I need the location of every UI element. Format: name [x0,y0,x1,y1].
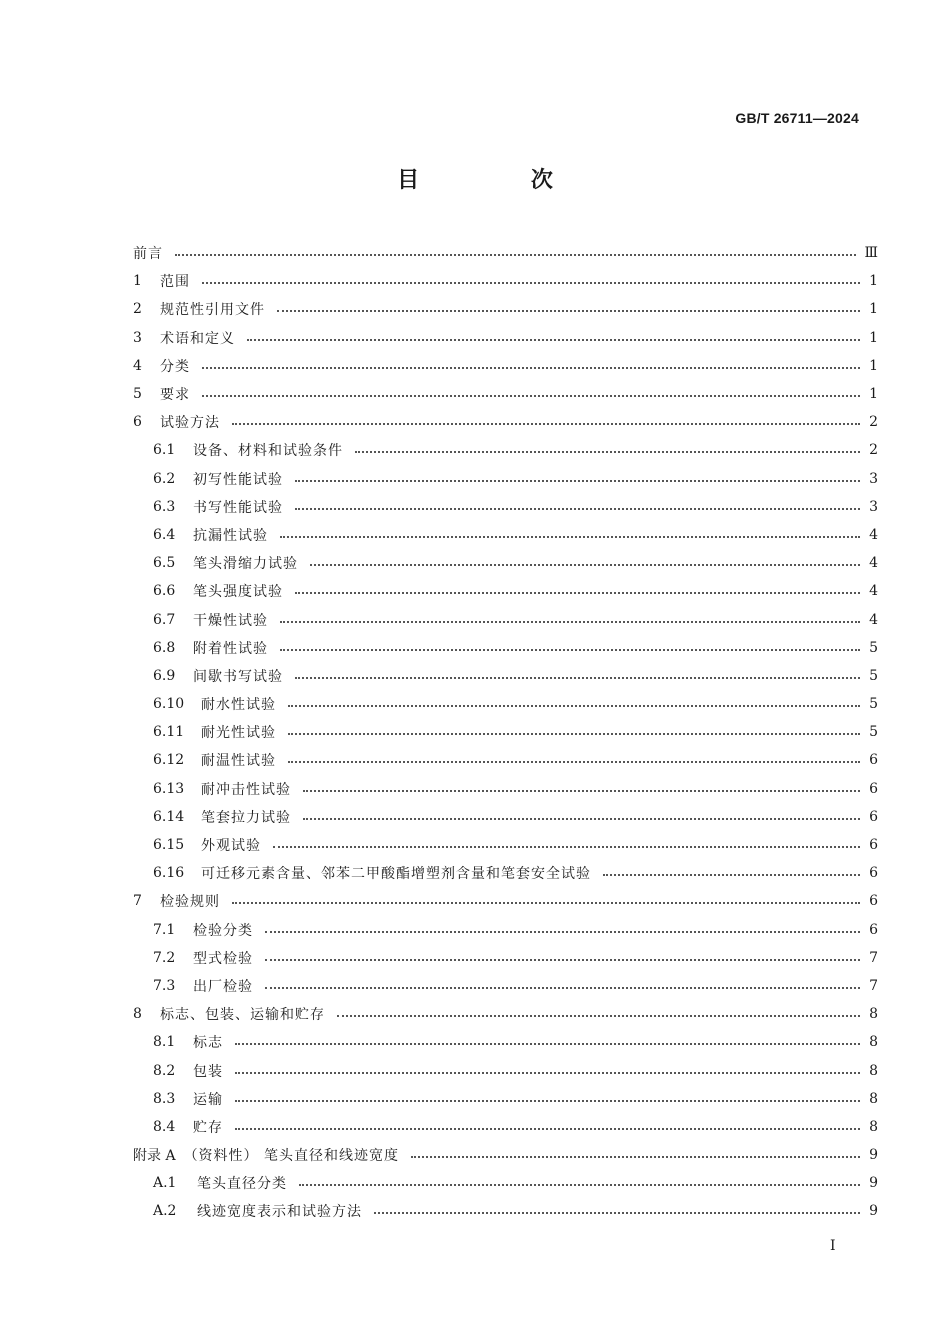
toc-entry-page: 2 [869,414,878,431]
toc-entry-page: 6 [869,752,878,769]
toc-entry-title: 范围 [160,274,190,291]
toc-entry-page: 5 [869,696,878,713]
toc-entry-6-3[interactable] [133,493,878,521]
toc-entry-6-15[interactable] [133,831,878,859]
toc-leader-dots [277,310,860,312]
toc-entry-number: 6.16 [153,865,185,882]
toc-entry-page: 7 [869,977,878,994]
toc-entry-7-1[interactable] [133,916,878,944]
toc-entry-number: 6.3 [153,498,176,515]
toc-entry-2[interactable] [133,295,878,323]
toc-entry-number: 6.5 [153,555,176,572]
toc-leader-dots [411,1156,860,1158]
toc-entry-number: 7.2 [153,949,176,966]
toc-entry-number: A.2 [153,1203,177,1220]
toc-entry-number: 6.10 [153,696,185,713]
toc-entry-5[interactable] [133,380,878,408]
toc-entry-title: 包装 [193,1063,223,1080]
toc-entry-1[interactable] [133,267,878,295]
toc-entry-page: 6 [869,808,878,825]
toc-entry-title: 标志、包装、运输和贮存 [160,1007,325,1024]
toc-entry-6[interactable] [133,408,878,436]
toc-entry-page: 9 [869,1147,878,1164]
toc-entry-number: A.1 [153,1175,177,1192]
toc-entry-title: 可迁移元素含量、邻苯二甲酸酯增塑剂含量和笔套安全试验 [201,866,591,883]
toc-entry-title: 标志 [193,1035,223,1052]
toc-leader-dots [202,367,860,369]
toc-entry-page: 6 [869,865,878,882]
toc-leader-dots [235,1043,860,1045]
toc-entry-title: 贮存 [193,1119,223,1136]
toc-entry-number: 1 [133,273,142,290]
toc-leader-dots [235,1100,860,1102]
toc-entry-page: 8 [869,1034,878,1051]
toc-entry-number: 7.1 [153,921,176,938]
toc-entry-number: 6.4 [153,526,176,543]
toc-entry-6-9[interactable] [133,662,878,690]
toc-entry-title: 耐温性试验 [201,753,276,770]
toc-entry-number: 8.4 [153,1118,176,1135]
toc-entry-3[interactable] [133,324,878,352]
toc-leader-dots [295,592,860,594]
toc-entry-8-2[interactable] [133,1056,878,1084]
toc-entry-page: 6 [869,837,878,854]
toc-entry-a-2[interactable] [133,1197,878,1225]
toc-entry-6-10[interactable] [133,690,878,718]
toc-entry-6-7[interactable] [133,605,878,633]
toc-leader-dots [232,423,860,425]
toc-title: 目 次 [397,168,605,193]
toc-entry-title: 检验规则 [160,894,220,911]
toc-entry-number: 6.14 [153,808,185,825]
toc-entry-number: 6.15 [153,837,185,854]
toc-entry-title: 术语和定义 [160,330,235,347]
toc-entry-6-14[interactable] [133,803,878,831]
toc-entry-page: 3 [869,470,878,487]
toc-entry-title: 书写性能试验 [193,499,283,516]
toc-leader-dots [310,564,860,566]
toc-entry-title: 耐水性试验 [201,697,276,714]
toc-entry-title: 附着性试验 [193,640,268,657]
toc-entry-page: 4 [869,555,878,572]
toc-leader-dots [280,621,860,623]
toc-leader-dots [303,790,860,792]
toc-entry-title: 型式检验 [193,950,253,967]
toc-entry-page: 4 [869,526,878,543]
toc-entry-page: 6 [869,780,878,797]
toc-entry-number: 4 [133,357,142,374]
toc-leader-dots [295,508,860,510]
toc-entry-page: 8 [869,1090,878,1107]
toc-entry-6-2[interactable] [133,465,878,493]
toc-entry-number: 6.9 [153,667,176,684]
toc-entry-number: 8.1 [153,1034,176,1051]
toc-entry-title: 设备、材料和试验条件 [193,443,343,460]
toc-leader-dots [288,761,860,763]
toc-entry-title: 抗漏性试验 [193,527,268,544]
toc-leader-dots [202,282,860,284]
toc-entry-title: 笔套拉力试验 [201,809,291,826]
toc-entry-6-1[interactable] [133,436,878,464]
toc-entry-title: 检验分类 [193,922,253,939]
toc-entry-page: 5 [869,667,878,684]
toc-leader-dots [280,536,860,538]
toc-leader-dots [295,480,860,482]
toc-entry-page: 6 [869,893,878,910]
toc-entry-number: 7.3 [153,977,176,994]
toc-entry-title: 规范性引用文件 [160,302,265,319]
toc-entry-title: 要求 [160,387,190,404]
toc-leader-dots [374,1212,860,1214]
toc-leader-dots [235,1072,860,1074]
toc-entry-page: 1 [869,386,878,403]
toc-entry-page: 4 [869,583,878,600]
toc-leader-dots [337,1015,860,1017]
toc-leader-dots [288,733,860,735]
toc-entry-page: 5 [869,724,878,741]
toc-leader-dots [299,1184,860,1186]
toc-entry-6-8[interactable] [133,634,878,662]
toc-entry-number: 3 [133,329,142,346]
toc-entry-7-2[interactable] [133,944,878,972]
toc-entry-title: 运输 [193,1091,223,1108]
toc-entry-title: 分类 [160,358,190,375]
toc-entry-number: 2 [133,301,142,318]
toc-entry-8[interactable] [133,1000,878,1028]
toc-entry-number: 6 [133,414,142,431]
toc-entry-number: 6.13 [153,780,185,797]
toc-entry-foreword[interactable] [133,239,878,267]
toc-leader-dots [265,987,860,989]
toc-entry-title: 试验方法 [160,415,220,432]
toc-entry-title: 初写性能试验 [193,471,283,488]
toc-entry-title: 间歇书写试验 [193,668,283,685]
toc-entry-a-1[interactable] [133,1169,878,1197]
toc-entry-number: 8 [133,1006,142,1023]
toc-leader-dots [603,874,860,876]
toc-entry-appendix-a[interactable] [133,1141,878,1169]
toc-entry-8-4[interactable] [133,1113,878,1141]
toc-entry-title: 出厂检验 [193,978,253,995]
toc-entry-4[interactable] [133,352,878,380]
toc-entry-page: Ⅲ [864,245,878,262]
toc-leader-dots [355,451,860,453]
toc-entry-number: 6.8 [153,639,176,656]
toc-entry-page: 1 [869,329,878,346]
toc-entry-page: 6 [869,921,878,938]
toc-entry-title: 干燥性试验 [193,612,268,629]
toc-entry-title: 前言 [133,246,163,263]
toc-leader-dots [265,959,860,961]
toc-entry-page: 9 [869,1203,878,1220]
toc-entry-6-4[interactable] [133,521,878,549]
toc-leader-dots [280,649,860,651]
toc-entry-6-5[interactable] [133,549,878,577]
toc-entry-number: 8.2 [153,1062,176,1079]
toc-entry-6-16[interactable] [133,859,878,887]
toc-leader-dots [202,395,860,397]
toc-entry-title: 笔头滑缩力试验 [193,556,298,573]
table-of-contents [133,239,878,1226]
toc-entry-page: 1 [869,301,878,318]
toc-leader-dots [295,677,860,679]
toc-entry-page: 9 [869,1175,878,1192]
standard-code: GB/T 26711—2024 [735,110,859,126]
toc-leader-dots [247,339,860,341]
toc-entry-7[interactable] [133,887,878,915]
toc-entry-page: 8 [869,1006,878,1023]
toc-leader-dots [235,1128,860,1130]
toc-entry-page: 7 [869,949,878,966]
toc-entry-title: 外观试验 [201,838,261,855]
toc-entry-number: 5 [133,386,142,403]
toc-entry-page: 3 [869,498,878,515]
toc-entry-title: （资料性） 笔头直径和线迹宽度 [183,1148,400,1165]
toc-leader-dots [265,931,860,933]
toc-entry-page: 5 [869,639,878,656]
page-folio: I [830,1238,836,1254]
toc-entry-6-12[interactable] [133,746,878,774]
toc-leader-dots [232,902,860,904]
toc-leader-dots [175,254,856,256]
toc-entry-6-13[interactable] [133,775,878,803]
toc-entry-number: 7 [133,893,142,910]
toc-entry-number: 6.2 [153,470,176,487]
toc-entry-number: 6.6 [153,583,176,600]
toc-entry-title: 笔头强度试验 [193,584,283,601]
toc-entry-number: 8.3 [153,1090,176,1107]
toc-entry-7-3[interactable] [133,972,878,1000]
toc-entry-page: 2 [869,442,878,459]
toc-entry-number: 附录 A [133,1148,176,1165]
toc-entry-6-11[interactable] [133,718,878,746]
toc-leader-dots [288,705,860,707]
toc-entry-page: 8 [869,1062,878,1079]
toc-entry-title: 耐光性试验 [201,725,276,742]
toc-entry-title: 线迹宽度表示和试验方法 [197,1204,362,1221]
toc-entry-page: 1 [869,357,878,374]
toc-entry-page: 1 [869,273,878,290]
toc-entry-number: 6.12 [153,752,185,769]
toc-entry-page: 8 [869,1118,878,1135]
toc-entry-number: 6.11 [153,724,185,741]
toc-entry-number: 6.7 [153,611,176,628]
toc-entry-number: 6.1 [153,442,176,459]
toc-entry-8-1[interactable] [133,1028,878,1056]
toc-entry-page: 4 [869,611,878,628]
toc-leader-dots [303,818,860,820]
toc-entry-title: 笔头直径分类 [197,1176,287,1193]
toc-entry-6-6[interactable] [133,577,878,605]
toc-leader-dots [273,846,860,848]
toc-entry-title: 耐冲击性试验 [201,781,291,798]
toc-entry-8-3[interactable] [133,1085,878,1113]
